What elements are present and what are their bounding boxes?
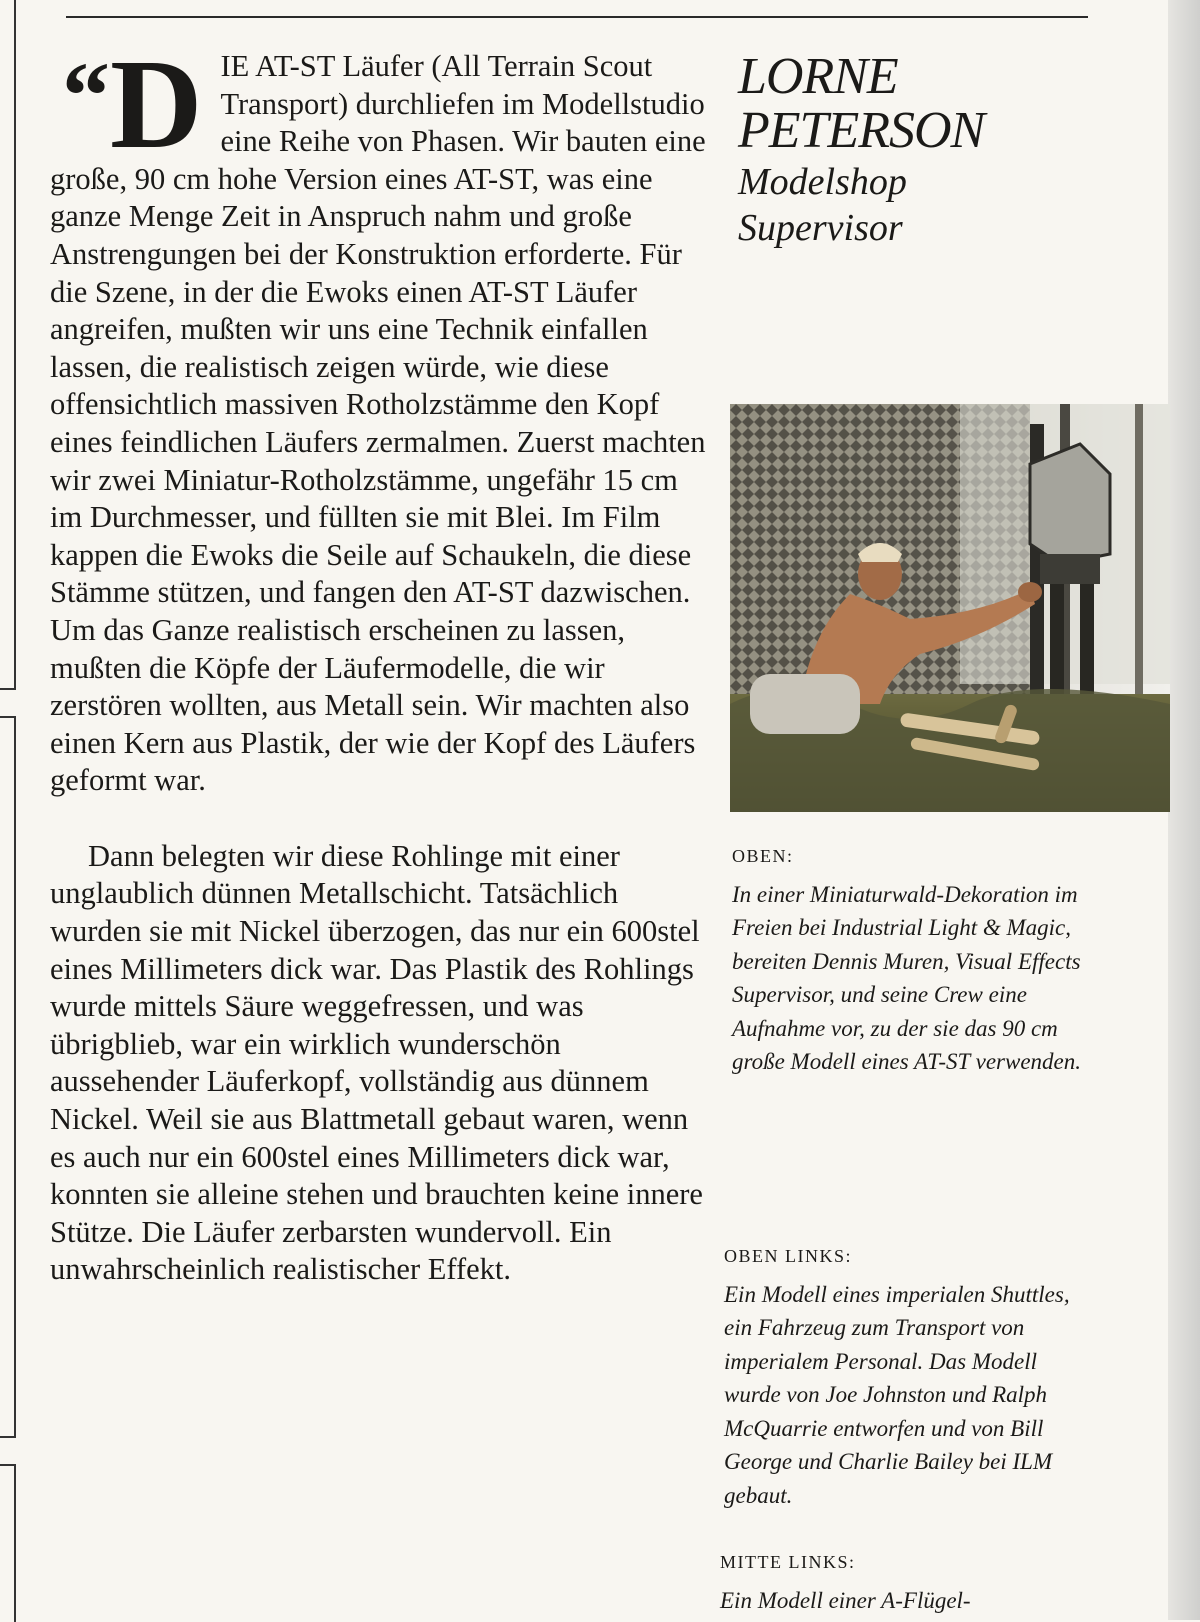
opening-quote-mark: “ bbox=[62, 42, 106, 149]
caption-text: Ein Modell einer A-Flügel- bbox=[720, 1587, 971, 1613]
drop-cap: D bbox=[110, 33, 203, 175]
caption-oben bbox=[732, 840, 1092, 1079]
author-role-line-1: Modelshop bbox=[738, 161, 907, 203]
page-edge bbox=[1168, 0, 1200, 1620]
left-bracket bbox=[0, 0, 16, 690]
caption-heading: MITTE LINKS: bbox=[720, 1552, 856, 1572]
author-block bbox=[738, 50, 1138, 250]
caption-oben-links bbox=[724, 1240, 1084, 1512]
top-rule bbox=[66, 16, 1088, 18]
photo-modelshop-atst bbox=[730, 404, 1170, 812]
caption-text: In einer Miniaturwald-Dekoration im Freien bei Industrial Light & Magic, bereiten Dennis Muren, Visual Effects Supervisor, und seine Crew eine Aufnahme vor, zu der sie das 90 cm große Modell eines AT-ST verwenden. bbox=[732, 881, 1081, 1074]
author-name-last: PETERSON bbox=[738, 102, 985, 159]
author-role-line-2: Supervisor bbox=[738, 207, 903, 249]
article-paragraph-1 bbox=[50, 33, 710, 800]
caption-text: Ein Modell eines imperialen Shuttles, ein Fahrzeug zum Transport von imperialem Personal. Das Modell wurde von Joe Johnston und Ralph McQuarrie entworfen und von Bill George und Charlie Bailey bei ILM gebaut. bbox=[724, 1281, 1070, 1508]
caption-mitte-links bbox=[720, 1546, 1080, 1617]
article-body bbox=[50, 33, 710, 1289]
left-bracket bbox=[0, 716, 16, 1438]
paragraph-1-text: IE AT-ST Läufer (All Terrain Scout Transport) durchliefen im Modellstudio eine Reihe von Phasen. Wir bauten eine große, 90 cm hohe Version eines AT-ST, was eine ganze Menge Zeit in Anspruch nahm und große Anstrengungen bei der Konstruktion erforderte. Für die Szene, in der die Ewoks einen AT-ST Läufer angreifen, mußten wir uns eine Technik einfallen lassen, die realistisch zeigen würde, wie diese offensichtlich massiven Rotholzstämme den Kopf eines feindlichen Läufers zermalmen. Zuerst machten wir zwei Miniatur-Rotholzstämme, ungefähr 15 cm im Durchmesser, und füllten sie mit Blei. Im Film kappen die Ewoks die Seile auf Schaukeln, die diese Stämme stützen, und fangen den AT-ST dazwischen. Um das Ganze realistisch erscheinen zu lassen, mußten die Köpfe der Läufermodelle, die wir zerstören wollten, aus Metall sein. Wir machten also einen Kern aus Plastik, der wie der Kopf des Läufers geformt war. bbox=[50, 49, 706, 798]
caption-heading: OBEN: bbox=[732, 846, 794, 866]
caption-heading: OBEN LINKS: bbox=[724, 1246, 852, 1266]
left-bracket bbox=[0, 1464, 16, 1622]
article-paragraph-2: Dann belegten wir diese Rohlinge mit einer unglaublich dünnen Metallschicht. Tatsächlich wurden sie mit Nickel überzogen, das nur ein 600stel eines Millimeters dick war. Das Plastik des Rohlings wurde mittels Säure weggefressen, und was übrigblieb, war ein wirklich wunderschön aussehender Läuferkopf, vollständig aus dünnem Nickel. Weil sie aus Blattmetall gebaut waren, wenn es auch nur ein 600stel eines Millimeters dick war, konnten sie alleine stehen und brauchten keine innere Stütze. Die Läufer zerbarsten wundervoll. Ein unwahrscheinlich realistischer Effekt. bbox=[50, 838, 703, 1287]
author-name-first: LORNE bbox=[738, 48, 898, 105]
